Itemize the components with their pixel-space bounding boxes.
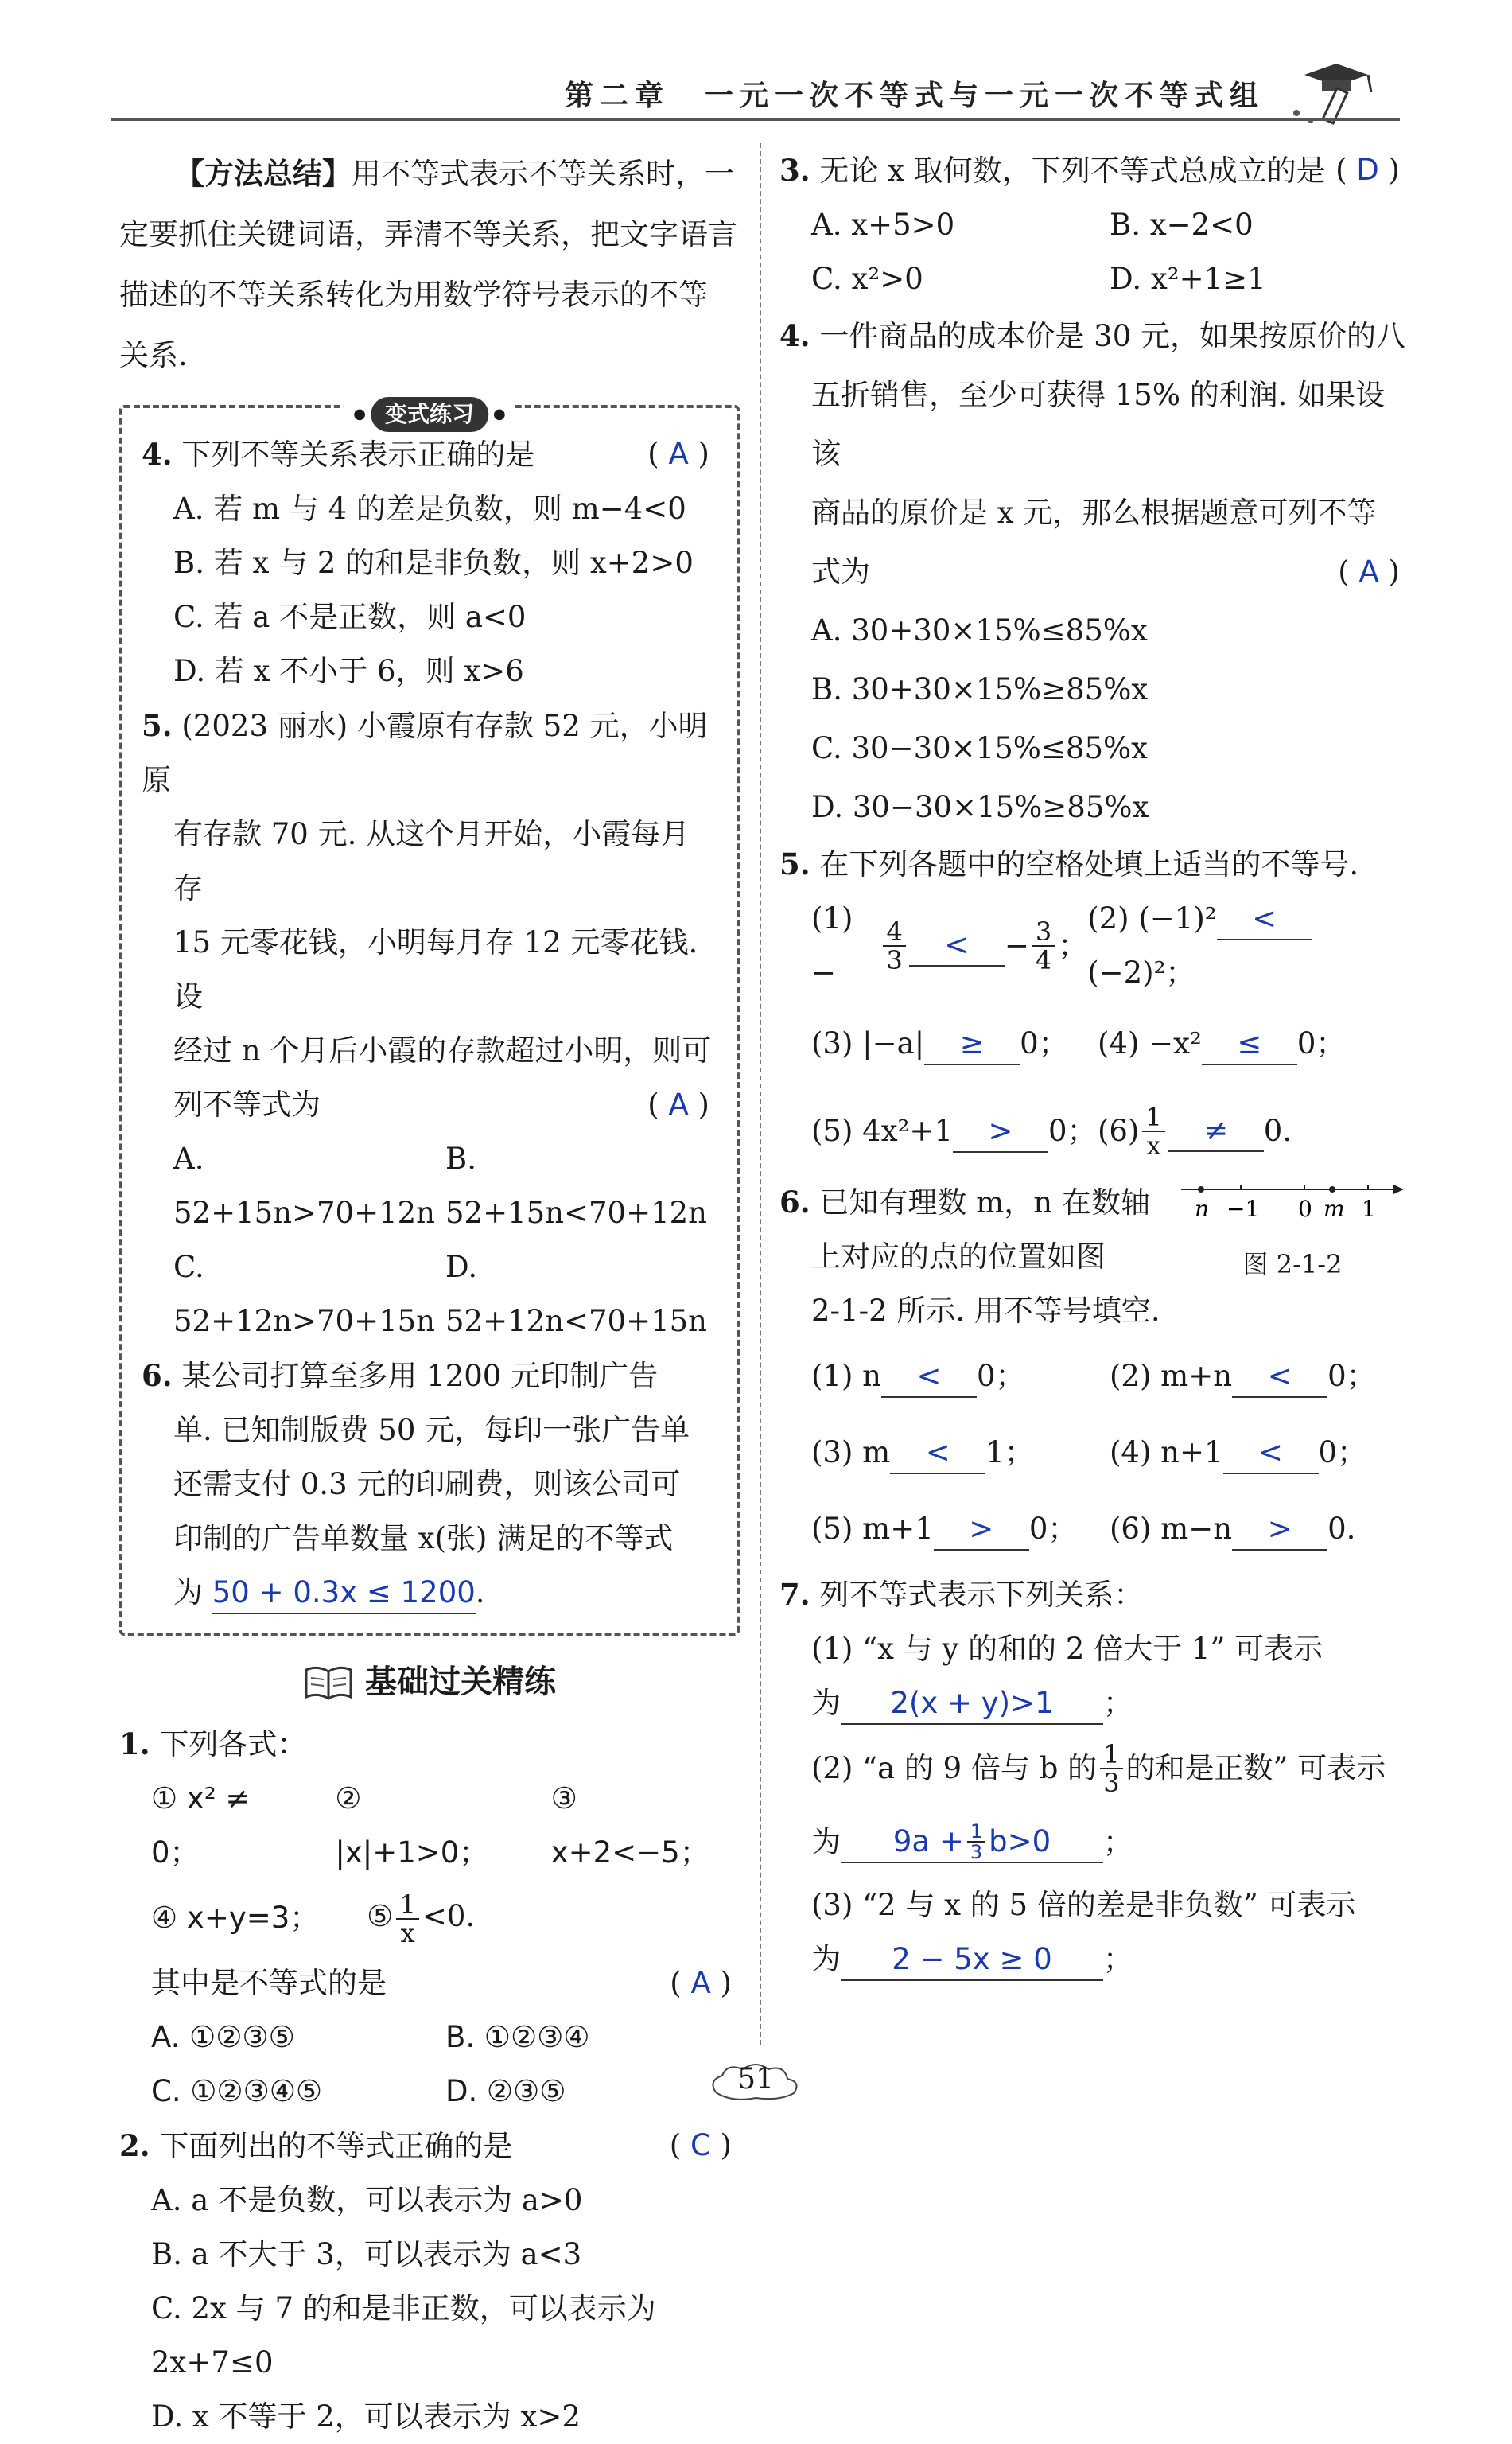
dot-icon: ●: [493, 406, 506, 422]
option: B. 52+15n<70+12n: [445, 1142, 707, 1230]
number-line: [1177, 1175, 1408, 1231]
option: A. 30+30×15%≤85%x: [811, 613, 1148, 648]
method-summary-line: 描述的不等关系转化为用数学符号表示的不等: [119, 278, 708, 312]
fraction: [1100, 1741, 1122, 1796]
section-heading: [119, 1655, 740, 1709]
fill-item: [1110, 1415, 1408, 1491]
open-book-icon: [303, 1662, 354, 1702]
answer-blank: <: [881, 1356, 977, 1398]
question-line: 商品的原价是 x 元，那么根据题意可列不等: [811, 496, 1377, 530]
expression-row: [119, 1772, 740, 1880]
answer-choice: D: [1356, 153, 1379, 187]
question-line: 经过 n 个月后小霞的存款超过小明，则可: [173, 1033, 712, 1068]
option: C. ①②③④⑤: [151, 2074, 323, 2108]
answer-choice: A: [668, 1088, 689, 1122]
question-line: 式为: [811, 555, 870, 589]
fill-label: (4) n+1: [1110, 1435, 1223, 1469]
answer-prefix: 为: [811, 1942, 841, 1976]
question-number: 7.: [779, 1577, 810, 1612]
question-line: [779, 1730, 1408, 1807]
axis-label: n: [1195, 1196, 1210, 1222]
basic-question-1: [119, 1717, 740, 2119]
option: B. a 不大于 3，可以表示为 a<3: [151, 2237, 582, 2271]
fraction: [1142, 1103, 1164, 1159]
fill-end: 1；: [985, 1435, 1034, 1469]
options-grid: [119, 2010, 740, 2119]
option: C. x²>0: [811, 262, 923, 296]
answer-blank: ≥: [924, 1024, 1020, 1065]
punctuation: ；: [1103, 1825, 1133, 1859]
question-number: 3.: [779, 153, 810, 188]
fraction: [883, 918, 905, 974]
answer-blank: <: [1232, 1356, 1327, 1398]
fill-end: 0；: [1296, 1026, 1346, 1060]
question-line: (3) “2 与 x 的 5 倍的差是非负数” 可表示: [811, 1888, 1356, 1922]
fraction-denominator: x: [400, 1917, 415, 1948]
answer-choice: A: [1358, 555, 1379, 589]
option: D. 30−30×15%≥85%x: [811, 790, 1149, 824]
option: C. 2x 与 7 的和是非正数，可以表示为 2x+7≤0: [151, 2291, 656, 2380]
question-r5: [779, 837, 1408, 1175]
punctuation: ；: [1103, 1942, 1133, 1976]
options-grid: [142, 1132, 717, 1348]
option: A. ①②③⑤: [151, 2020, 295, 2054]
answer-paren: ( A ): [670, 1966, 732, 2000]
fraction: [1032, 918, 1055, 974]
option: A. a 不是负数，可以表示为 a>0: [151, 2183, 583, 2217]
fraction-denominator: 3: [886, 945, 903, 975]
expression-item: ① x² ≠ 0；: [151, 1781, 251, 1870]
question-line: 已知有理数 m，n 在数轴: [819, 1185, 1150, 1220]
option: C. 30−30×15%≤85%x: [811, 731, 1149, 765]
fill-label: (6): [1098, 1114, 1140, 1148]
answer-blank: >: [1232, 1509, 1327, 1551]
question-r6: [779, 1175, 1408, 1567]
answer-part: b>0: [989, 1824, 1051, 1858]
fill-item: [811, 892, 1087, 1000]
fraction-denominator: 3: [970, 1841, 983, 1863]
fraction-denominator: x: [1146, 1131, 1161, 1161]
fraction-numerator: 3: [1032, 918, 1055, 947]
point-n: [1198, 1186, 1204, 1193]
right-column: [779, 143, 1408, 1987]
basic-question-2: [119, 2119, 740, 2444]
fill-grid: [779, 1338, 1408, 1567]
question-number: 4.: [779, 318, 810, 353]
option: D. 52+12n<70+15n: [445, 1250, 707, 1338]
option: D. ②③⑤: [445, 2074, 566, 2108]
fill-end: 0.: [1327, 1512, 1356, 1546]
number-line-figure: [1177, 1175, 1408, 1284]
fill-item: [811, 1017, 1098, 1071]
answer-blank: >: [934, 1509, 1029, 1551]
fill-label: (1) −: [811, 901, 853, 990]
expression-index: ⑤: [367, 1899, 394, 1934]
option: B. 若 x 与 2 的和是非负数，则 x+2>0: [173, 546, 694, 580]
option: C. 52+12n>70+15n: [173, 1250, 435, 1338]
question-line: (2023 丽水) 小霞原有存款 52 元，小明原: [142, 709, 708, 797]
option: D. 若 x 不小于 6，则 x>6: [173, 654, 524, 688]
fraction-denominator: 4: [1035, 945, 1052, 975]
answer-blank: <: [1223, 1433, 1319, 1474]
question-number: 1.: [119, 1726, 150, 1761]
page-number: 51: [737, 2063, 774, 2096]
option: B. x−2<0: [1110, 208, 1254, 242]
option: D. x 不等于 2，可以表示为 x>2: [151, 2399, 581, 2434]
answer-part: 9a +: [892, 1824, 964, 1858]
question-number: 6.: [779, 1185, 810, 1220]
question-line: 某公司打算至多用 1200 元印制广告: [181, 1359, 659, 1393]
answer-blank: <: [890, 1433, 985, 1474]
question-line: 15 元零花钱，小明每月存 12 元零花钱. 设: [173, 925, 698, 1014]
fill-item: [1110, 1491, 1408, 1567]
question-6: [142, 1348, 717, 1620]
fill-label: (3) m: [811, 1435, 891, 1469]
question-stem: 在下列各题中的空格处填上适当的不等号.: [819, 847, 1359, 881]
answer-row: [779, 1807, 1408, 1878]
fill-end: 0；: [1318, 1435, 1367, 1469]
answer-paren: ( A ): [1338, 555, 1400, 589]
fill-end: 0；: [1020, 1026, 1068, 1060]
question-text: (2) “a 的 9 倍与 b 的: [811, 1751, 1098, 1785]
fill-row: [779, 1000, 1408, 1088]
question-stem: 列不等式表示下列关系：: [819, 1578, 1144, 1612]
axis-label: −1: [1226, 1196, 1260, 1222]
answer-blank: [841, 1822, 1103, 1863]
fill-label: (2) m+n: [1110, 1359, 1233, 1393]
question-line: 还需支付 0.3 元的印刷费，则该公司可: [173, 1467, 681, 1501]
expression-item: ④ x+y=3；: [151, 1901, 320, 1935]
question-stem: 无论 x 取何数，下列不等式总成立的是: [819, 154, 1326, 188]
answer-blank: ≤: [1202, 1024, 1297, 1065]
option: A. 52+15n>70+12n: [173, 1142, 435, 1230]
question-text: 的和是正数” 可表示: [1125, 1751, 1386, 1785]
fill-label: (6) m−n: [1110, 1512, 1233, 1546]
question-line: 上对应的点的位置如图: [811, 1240, 1106, 1274]
method-summary-label: 【方法总结】: [175, 156, 352, 191]
page-footer: [700, 2057, 811, 2112]
column-divider: [760, 143, 761, 2045]
fraction-numerator: 1: [1142, 1103, 1164, 1132]
practice-box: [119, 401, 740, 1636]
fill-end: 0；: [977, 1359, 1025, 1393]
fraction-numerator: 4: [883, 918, 905, 947]
question-r3: [779, 143, 1408, 306]
fill-item: [1110, 1338, 1408, 1415]
left-column: [119, 143, 740, 2444]
question-line: 五折销售，至少可获得 15% 的利润. 如果设该: [811, 378, 1386, 471]
question-r4: [779, 306, 1408, 837]
fill-label: (4) −x²: [1098, 1026, 1202, 1060]
answer-blank: ≠: [1168, 1111, 1264, 1152]
fill-item: [1098, 1103, 1292, 1159]
question-number: 6.: [142, 1358, 173, 1393]
question-5: [142, 699, 717, 1348]
fraction: [396, 1891, 418, 1947]
question-stem: 下列各式：: [159, 1727, 307, 1761]
fill-label: (1) n: [811, 1359, 882, 1393]
answer-blank: 2(x + y)>1: [841, 1683, 1103, 1725]
fill-label: (5) 4x²+1: [811, 1114, 953, 1148]
expression-suffix: <0.: [422, 1899, 476, 1934]
options-grid: [779, 198, 1408, 306]
fill-item: [811, 1415, 1110, 1491]
question-number: 2.: [119, 2128, 150, 2163]
fill-end: 0；: [1327, 1359, 1376, 1393]
option: B. 30+30×15%≥85%x: [811, 672, 1149, 706]
fill-row: [779, 892, 1408, 1000]
question-stem: 下面列出的不等式正确的是: [159, 2129, 513, 2163]
question-number: 5.: [142, 708, 173, 743]
dot-icon: ●: [353, 406, 366, 422]
answer-prefix: 为: [811, 1825, 841, 1859]
answer-choice: A: [668, 437, 689, 471]
point-m: [1329, 1186, 1335, 1193]
answer-paren: ( D ): [1335, 153, 1400, 187]
answer-paren: ( A ): [647, 1088, 709, 1122]
expression-item: ② |x|+1>0；: [335, 1781, 489, 1870]
fraction-numerator: 1: [967, 1822, 985, 1843]
fraction: [967, 1822, 985, 1862]
question-line: 有存款 70 元. 从这个月开始，小霞每月存: [173, 817, 690, 905]
answer-paren: ( A ): [647, 437, 709, 471]
answer-blank: <: [909, 925, 1005, 967]
punctuation: .: [475, 1575, 485, 1609]
punctuation: ；: [1058, 928, 1088, 963]
option: D. x²+1≥1: [1110, 262, 1266, 296]
option: C. 若 a 不是正数，则 a<0: [173, 600, 527, 634]
answer-blank: <: [1217, 899, 1312, 940]
axis-label: 1: [1362, 1196, 1376, 1222]
answer-paren: ( C ): [669, 2128, 732, 2162]
header-rule: [111, 118, 1400, 121]
question-stem: 下列不等关系表示正确的是: [181, 438, 535, 472]
fill-end: 0；: [1048, 1114, 1097, 1148]
answer-prefix: 为: [811, 1686, 841, 1720]
method-summary-text: 用不等式表示不等关系时，一: [352, 157, 734, 191]
question-line: 为: [173, 1575, 203, 1609]
question-line: 一件商品的成本价是 30 元，如果按原价的八: [819, 319, 1406, 353]
section-title: 基础过关精练: [365, 1664, 556, 1700]
fill-label: (3) |−a|: [811, 1026, 925, 1060]
fill-item: [811, 1338, 1110, 1415]
axis-label: m: [1323, 1196, 1345, 1222]
practice-badge-label: 变式练习: [371, 397, 488, 432]
answer-choice: A: [690, 1966, 711, 2000]
fill-end: (−2)²；: [1087, 955, 1195, 990]
method-summary: [119, 143, 740, 386]
question-stem: 其中是不等式的是: [151, 1966, 387, 2000]
expression-item: [367, 1889, 475, 1947]
answer-blank: 2 − 5x ≥ 0: [841, 1940, 1103, 1981]
fill-row: [779, 1088, 1408, 1175]
fraction-numerator: 1: [396, 1891, 418, 1920]
question-4: [142, 427, 717, 699]
fraction-numerator: 1: [1100, 1741, 1122, 1769]
answer-blank: 50 + 0.3x ≤ 1200: [212, 1573, 476, 1614]
fill-end: 0.: [1263, 1114, 1292, 1148]
option: A. 若 m 与 4 的差是负数，则 m−4<0: [173, 492, 686, 526]
fill-item: [1087, 892, 1408, 1000]
fraction-denominator: 3: [1103, 1768, 1120, 1798]
question-r7: [779, 1567, 1408, 1987]
method-summary-line: 定要抓住关键词语，弄清不等关系，把文字语言: [119, 217, 737, 251]
fill-sign: −: [1004, 928, 1029, 963]
method-summary-line: 关系.: [119, 338, 188, 372]
option: B. ①②③④: [445, 2020, 590, 2054]
fill-item: [1098, 1017, 1345, 1071]
question-line: 2-1-2 所示. 用不等号填空.: [811, 1294, 1160, 1328]
page-header: [111, 57, 1400, 121]
answer-choice: C: [690, 2128, 711, 2162]
question-line: 印制的广告单数量 x(张) 满足的不等式: [173, 1521, 674, 1555]
fill-end: 0；: [1028, 1512, 1078, 1546]
figure-caption: 图 2-1-2: [1242, 1249, 1343, 1279]
question-number: 4.: [142, 437, 173, 472]
expression-item: ③ x+2<−5；: [550, 1781, 709, 1870]
arrow-icon: [1393, 1185, 1404, 1194]
expression-row: [119, 1880, 740, 1956]
fill-label: (2) (−1)²: [1087, 901, 1217, 936]
question-number: 5.: [779, 846, 810, 881]
axis-label: 0: [1298, 1196, 1312, 1222]
fill-item: [811, 1491, 1110, 1567]
fill-label: (5) m+1: [811, 1512, 934, 1546]
question-line: (1) “x 与 y 的和的 2 倍大于 1” 可表示: [811, 1632, 1323, 1666]
question-line: 单. 已知制版费 50 元，每印一张广告单: [173, 1413, 690, 1447]
punctuation: ；: [1103, 1686, 1133, 1720]
chapter-title: 第二章 一元一次不等式与一元一次不等式组: [564, 79, 1265, 112]
fill-item: [811, 1104, 1098, 1158]
answer-blank: >: [953, 1111, 1048, 1153]
option: A. x+5>0: [811, 208, 955, 242]
question-line: 列不等式为: [173, 1088, 321, 1122]
